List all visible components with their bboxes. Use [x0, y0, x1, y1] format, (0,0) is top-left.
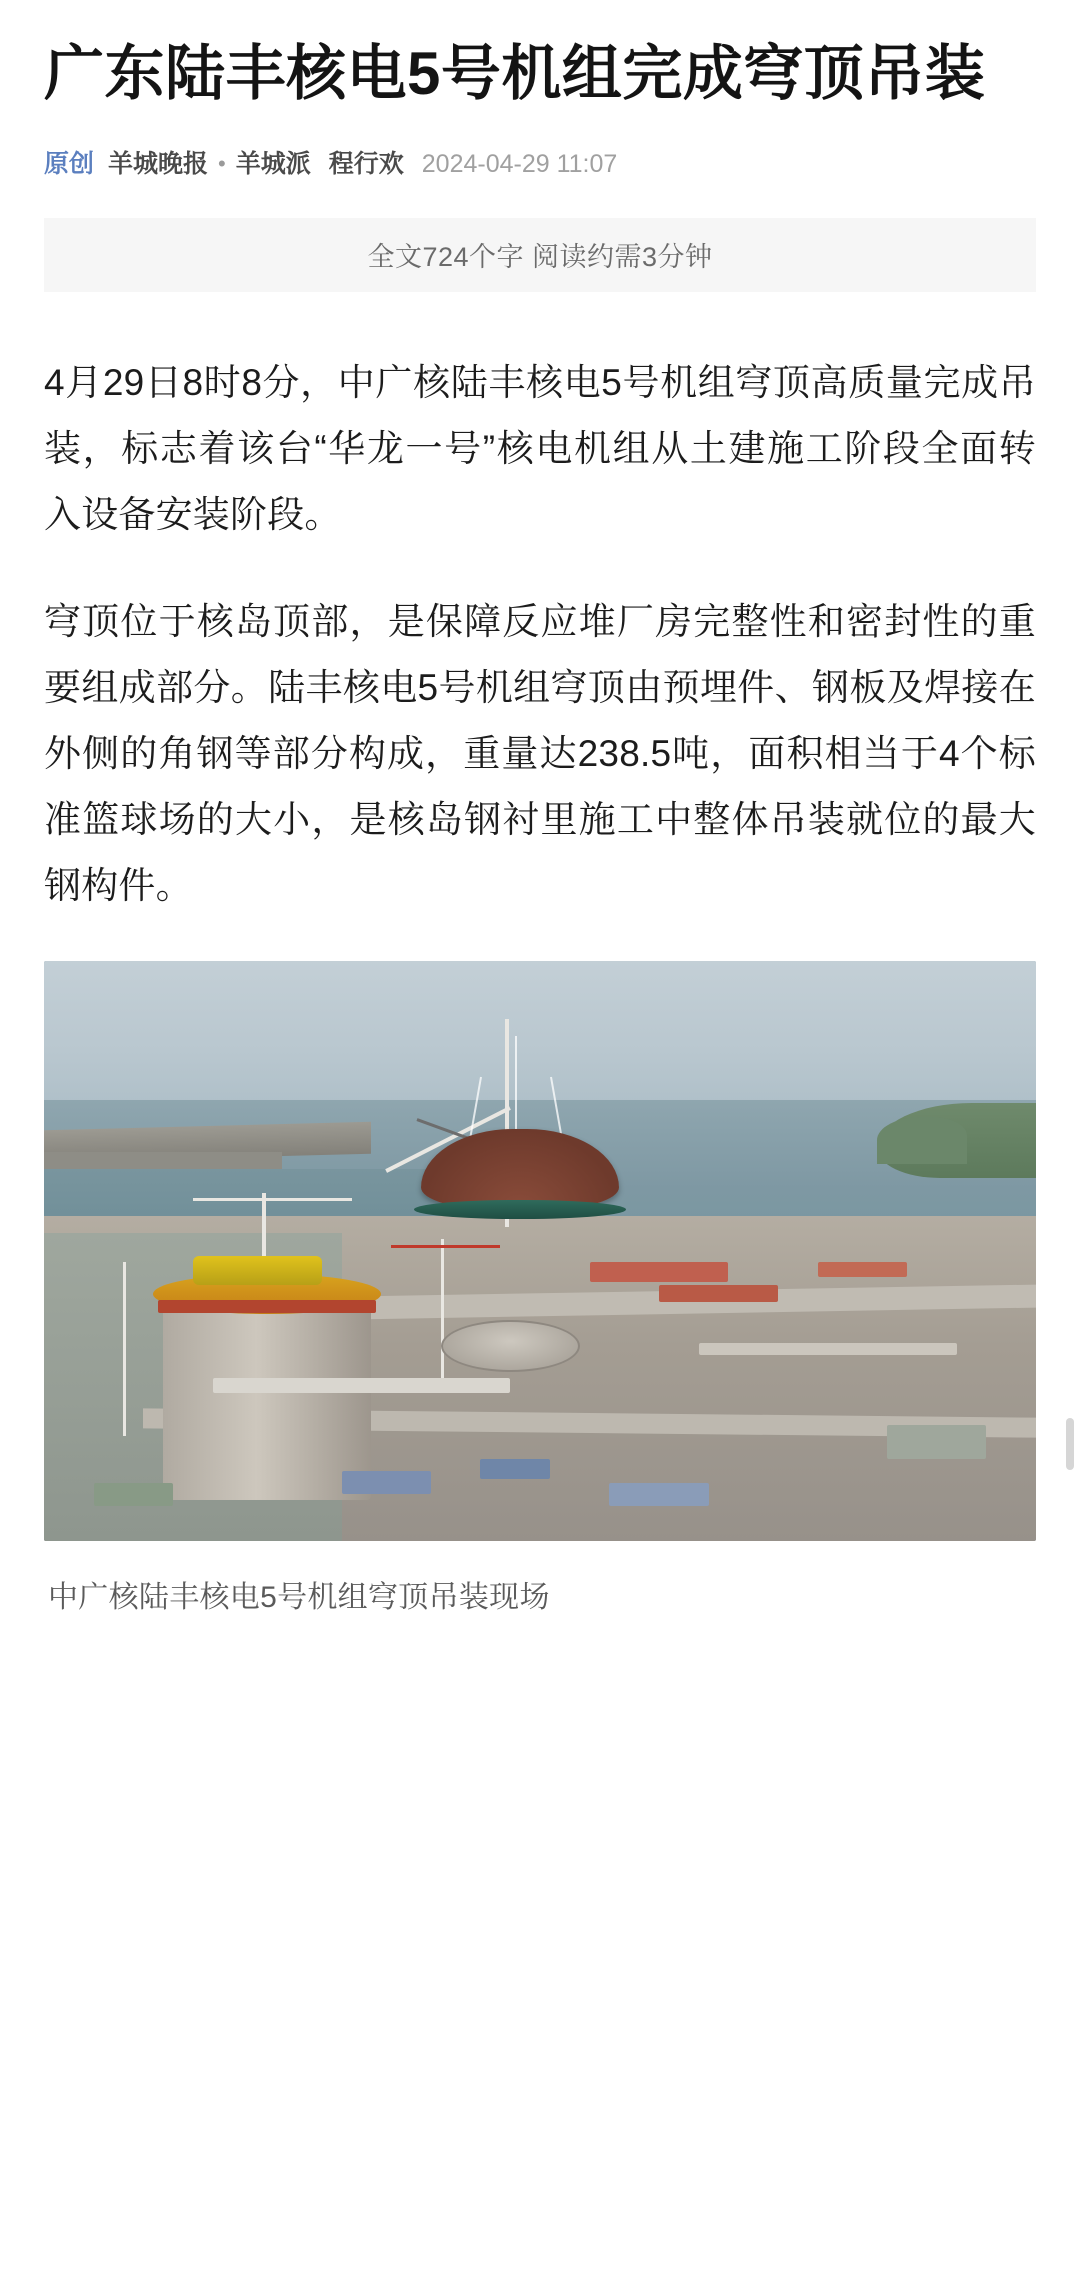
source-name[interactable]: 羊城晚报 — [108, 149, 209, 178]
author-name: 程行欢 — [328, 149, 404, 178]
reactor-red-band — [158, 1300, 376, 1313]
reading-info-bar: 全文724个字 阅读约需3分钟 — [44, 218, 1036, 292]
reactor-top-equipment — [193, 1256, 322, 1285]
site-yard-right — [887, 1425, 986, 1460]
site-container-row-2 — [659, 1285, 778, 1301]
photo-caption: 中广核陆丰核电5号机组穹顶吊装现场 — [48, 1580, 550, 1614]
tower-crane-far-left-mast — [123, 1262, 126, 1436]
page-title: 广东陆丰核电5号机组完成穹顶吊装 — [44, 40, 986, 107]
photo-sky — [44, 961, 1036, 1112]
article-body — [44, 350, 1036, 919]
reactor-building — [163, 1291, 371, 1500]
tower-crane-mid-mast — [441, 1239, 444, 1378]
tower-crane-mid-jib — [391, 1245, 500, 1248]
crane-cable-1 — [515, 1036, 517, 1135]
tower-crane-left-jib — [193, 1198, 352, 1201]
site-container-row-1 — [590, 1262, 729, 1282]
paragraph-1: 4月29日8时8分，中广核陆丰核电5号机组穹顶高质量完成吊装，标志着该台“华龙一号”核电机组从土建施工阶段全面转入设备安装阶段。 — [44, 361, 1036, 535]
scrollbar-thumb[interactable] — [1066, 1418, 1074, 1470]
site-blue-roof-3 — [609, 1483, 708, 1506]
site-container-row-3 — [818, 1262, 907, 1277]
article-figure — [44, 961, 1036, 1620]
site-blue-roof-1 — [342, 1471, 431, 1494]
publish-timestamp: 2024-04-29 11:07 — [421, 149, 618, 178]
byline-separator: • — [218, 150, 226, 176]
original-badge: 原创 — [44, 149, 95, 178]
paragraph-2: 穹顶位于核岛顶部，是保障反应堆厂房完整性和密封性的重要组成部分。陆丰核电5号机组穹顶由预埋件、钢板及焊接在外侧的角钢等部分构成，重量达238.5吨，面积相当于4个标准篮球场的大小，是核岛钢衬里施工中整体吊装就位的最大钢构件。 — [44, 601, 1036, 906]
site-shed-left — [94, 1483, 173, 1506]
site-walkway — [213, 1378, 511, 1393]
site-blue-roof-2 — [480, 1459, 549, 1479]
site-fence — [699, 1343, 957, 1355]
secondary-foundation — [441, 1320, 580, 1372]
photo-headland-right-2 — [877, 1117, 966, 1163]
article-photo[interactable] — [44, 961, 1036, 1541]
channel-name[interactable]: 羊城派 — [235, 149, 311, 178]
byline — [44, 147, 1036, 182]
